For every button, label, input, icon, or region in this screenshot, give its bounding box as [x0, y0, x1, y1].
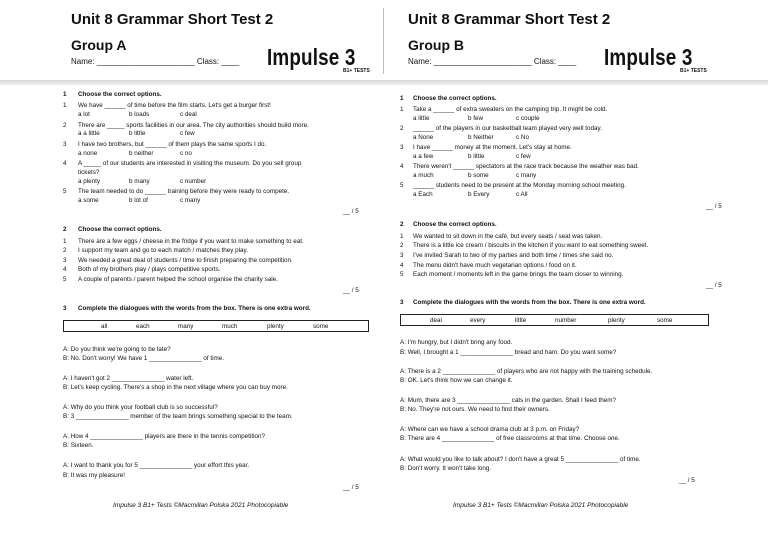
item-number: 4: [63, 266, 67, 273]
option-a: a lot: [78, 111, 90, 118]
option-b: b few: [468, 115, 484, 122]
logo-subtitle: B1+ TESTS: [343, 68, 370, 74]
dialogue-line-a: A: How 4 _______________ players are there in the tennis competition?: [63, 433, 265, 440]
dialogue-line-b: B: No. Don't worry! We have 1 _______________ of time.: [63, 355, 225, 362]
sentence-text: There are a few eggs / cheese in the fridge if you want to make something to eat.: [78, 238, 304, 245]
logo-subtitle: B1+ TESTS: [680, 68, 707, 74]
dialogue-line-b: B: Well, I brought a 1 _______________ bread and ham. Do you want some?: [400, 349, 617, 356]
option-b: b Every: [468, 191, 490, 198]
option-a: a plenty: [78, 178, 101, 185]
option-c: c number: [180, 178, 207, 185]
question-text: A _____ of our students are interested in visiting the museum. Do you sell group: [78, 160, 302, 167]
option-b: b some: [468, 172, 489, 179]
word-box-item: each: [136, 323, 150, 330]
group-label: Group A: [71, 37, 127, 53]
option-b: b many: [129, 178, 150, 185]
exercise-number: 2: [400, 221, 404, 228]
option-a: a Each: [413, 191, 433, 198]
item-number: 4: [63, 160, 67, 167]
item-number: 3: [400, 144, 404, 151]
option-b: b little: [129, 130, 146, 137]
score-box: __ / 5: [343, 208, 359, 215]
word-box-item: some: [313, 323, 329, 330]
item-number: 2: [400, 125, 404, 132]
sentence-text: A couple of parents / parent helped the school organise the charity sale.: [78, 276, 278, 283]
impulse-logo: Impulse 3: [267, 44, 356, 70]
option-c: c No: [516, 134, 529, 141]
dialogue-line-b: B: No. They're not ours. We need to find their owners.: [400, 406, 550, 413]
sentence-text: The menu didn't have much vegetarian options / food on it.: [413, 262, 577, 269]
item-number: 3: [400, 252, 404, 259]
item-number: 1: [63, 102, 67, 109]
sentence-text: I've invited Sarah to two of my parties and both time / times she said no.: [413, 252, 614, 259]
option-a: a None: [413, 134, 434, 141]
exercise-2-heading: Choose the correct options.: [413, 221, 497, 228]
word-box-item: deal: [430, 317, 442, 324]
word-box-item: every: [470, 317, 486, 324]
dialogue-line-a: A: There is a 2 _______________ of players who are not happy with the training schedule.: [400, 368, 653, 375]
option-a: a much: [413, 172, 434, 179]
page-title: Unit 8 Grammar Short Test 2: [71, 11, 274, 28]
option-b: b Neither: [468, 134, 494, 141]
question-text: I have two brothers, but ______ of them plays the same sports I do.: [78, 141, 267, 148]
question-text: There weren't ______ spectators at the race track because the weather was bad.: [413, 163, 639, 170]
dialogue-line-b: B: Let's keep cycling. There's a shop in the next village where you can buy more.: [63, 384, 288, 391]
item-number: 1: [63, 238, 67, 245]
item-number: 1: [400, 106, 404, 113]
sentence-text: We needed a great deal of students / time to finish preparing the competition.: [78, 257, 293, 264]
exercise-1-heading: Choose the correct options.: [413, 95, 497, 102]
page-title: Unit 8 Grammar Short Test 2: [408, 11, 611, 28]
question-text: ______ of the players in our basketball team played very well today.: [413, 125, 602, 132]
sentence-text: I support my team and go to each match / matches they play.: [78, 247, 248, 254]
item-number: 2: [63, 122, 67, 129]
dialogue-line-a: A: I haven't got 2 _______________ water left.: [63, 375, 194, 382]
page-footer: Impulse 3 B1+ Tests ©Macmillan Polska 2021 Photocopiable: [113, 502, 289, 509]
dialogue-line-b: B: Sixteen.: [63, 442, 94, 449]
exercise-3-heading: Complete the dialogues with the words from the box. There is one extra word.: [413, 299, 646, 306]
exercise-number: 2: [63, 226, 67, 233]
name-class-field: Name: ______________________ Class: ____: [408, 57, 577, 66]
sentence-text: There is a little ice cream / biscuits in the kitchen if you want to eat something sweet.: [413, 242, 649, 249]
question-text: Take a ______ of extra sweaters on the camping trip. It might be cold.: [413, 106, 608, 113]
name-class-field: Name: ______________________ Class: ____: [71, 57, 240, 66]
exercise-2-heading: Choose the correct options.: [78, 226, 162, 233]
dialogue-line-a: A: Mum, there are 3 _______________ cats in the garden. Shall I feed them?: [400, 397, 616, 404]
question-text-continued: tickets?: [78, 169, 100, 176]
exercise-number: 1: [63, 91, 67, 98]
exercise-number: 1: [400, 95, 404, 102]
group-label: Group B: [408, 37, 464, 53]
page-footer: Impulse 3 B1+ Tests ©Macmillan Polska 2021 Photocopiable: [453, 502, 629, 509]
dialogue-line-b: B: 3 _______________ member of the team brings something special to the team.: [63, 413, 293, 420]
item-number: 1: [400, 233, 404, 240]
question-text: There are _____ sports facilities in our area. The city authorities should build more.: [78, 122, 309, 129]
option-a: a none: [78, 150, 98, 157]
word-box-item: plenty: [608, 317, 625, 324]
dialogue-line-b: B: Don't worry. It won't take long.: [400, 465, 492, 472]
header-band: [0, 80, 768, 85]
option-c: c many: [180, 197, 201, 204]
score-box: __ / 5: [706, 203, 722, 210]
item-number: 2: [63, 247, 67, 254]
word-box: [63, 320, 369, 332]
option-c: c deal: [180, 111, 197, 118]
item-number: 5: [400, 271, 404, 278]
word-box-item: many: [178, 323, 194, 330]
option-a: a some: [78, 197, 99, 204]
item-number: 2: [400, 242, 404, 249]
word-box: [400, 314, 709, 326]
dialogue-line-b: B: OK. Let's think how we can change it.: [400, 377, 513, 384]
score-box: __ / 5: [706, 282, 722, 289]
question-text: I have ______ money at the moment. Let's stay at home.: [413, 144, 572, 151]
item-number: 3: [63, 257, 67, 264]
score-box: __ / 5: [343, 287, 359, 294]
dialogue-line-a: A: Do you think we're going to be late?: [63, 346, 171, 353]
dialogue-line-a: A: I want to thank you for 5 _______________ your effort this year.: [63, 462, 250, 469]
option-a: a little: [413, 115, 430, 122]
exercise-1-heading: Choose the correct options.: [78, 91, 162, 98]
word-box-item: little: [515, 317, 527, 324]
score-box: __ / 5: [679, 477, 695, 484]
word-box-item: number: [555, 317, 577, 324]
dialogue-line-a: A: What would you like to talk about? I don't have a great 5 _______________ of time.: [400, 456, 641, 463]
item-number: 5: [63, 276, 67, 283]
item-number: 4: [400, 262, 404, 269]
option-c: c All: [516, 191, 528, 198]
word-box-item: much: [222, 323, 238, 330]
exercise-number: 3: [400, 299, 404, 306]
word-box-item: plenty: [267, 323, 284, 330]
option-c: c no: [180, 150, 192, 157]
impulse-logo: Impulse 3: [604, 44, 693, 70]
option-b: b little: [468, 153, 485, 160]
option-c: c few: [516, 153, 531, 160]
item-number: 5: [63, 188, 67, 195]
exercise-number: 3: [63, 305, 67, 312]
dialogue-line-a: A: Where can we have a school drama club at 3 p.m. on Friday?: [400, 426, 580, 433]
dialogue-line-a: A: Why do you think your football club is so successful?: [63, 404, 218, 411]
score-box: __ / 5: [343, 484, 359, 491]
sentence-text: Each moment / moments left in the game brings the team closer to winning.: [413, 271, 624, 278]
dialogue-line-b: B: It was my pleasure!: [63, 472, 125, 479]
option-c: c few: [180, 130, 195, 137]
option-b: b lot of: [129, 197, 148, 204]
item-number: 3: [63, 141, 67, 148]
option-c: c couple: [516, 115, 540, 122]
word-box-item: all: [101, 323, 108, 330]
option-c: c many: [516, 172, 537, 179]
item-number: 5: [400, 182, 404, 189]
option-b: b loads: [129, 111, 150, 118]
sentence-text: We wanted to sit down in the café, but every seats / seat was taken.: [413, 233, 603, 240]
exercise-3-heading: Complete the dialogues with the words from the box. There is one extra word.: [78, 305, 311, 312]
dialogue-line-a: A: I'm hungry, but I didn't bring any food.: [400, 339, 513, 346]
word-box-item: some: [657, 317, 673, 324]
option-a: a a few: [413, 153, 434, 160]
question-text: We have ______ of time before the film starts. Let's get a burger first!: [78, 102, 271, 109]
option-b: b neither: [129, 150, 154, 157]
dialogue-line-b: B: There are 4 _______________ of free classrooms at that time. Choose one.: [400, 435, 620, 442]
option-a: a a little: [78, 130, 100, 137]
sentence-text: Both of my brothers play / plays competitive sports.: [78, 266, 221, 273]
question-text: The team needed to do ______ training before they were ready to compete.: [78, 188, 290, 195]
item-number: 4: [400, 163, 404, 170]
question-text: ______ students need to be present at the Monday morning school meeting.: [413, 182, 626, 189]
